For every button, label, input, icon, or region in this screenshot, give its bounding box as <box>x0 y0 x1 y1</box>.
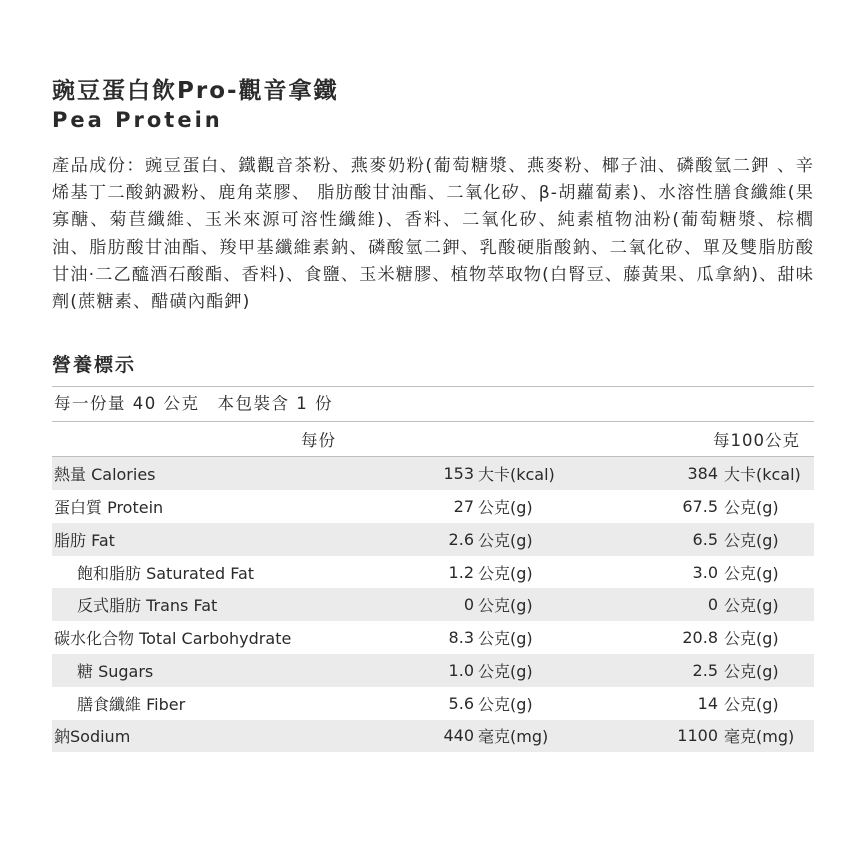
per-100g-value: 6.5 <box>628 523 718 556</box>
per-serving-unit: 公克(g) <box>474 523 628 556</box>
per-serving-value: 27 <box>453 496 474 516</box>
per-100g-unit: 公克(g) <box>724 629 779 649</box>
nutrition-row <box>52 720 814 753</box>
per-serving-value: 2.6 <box>324 523 474 556</box>
per-100g-value: 384 <box>628 457 718 490</box>
nutrient-name: 蛋白質 Protein <box>54 497 164 517</box>
per-serving-unit: 公克(g) <box>478 497 533 517</box>
nutrient-name: 膳食纖維 Fiber <box>77 694 186 714</box>
per-serving-value: 440 <box>324 720 474 753</box>
per-serving-value: 0 <box>324 588 474 621</box>
per-serving-value: 8.3 <box>448 628 474 648</box>
nutrition-row <box>52 457 814 490</box>
nutrition-table <box>52 421 814 752</box>
per-serving-unit: 公克(g) <box>478 629 533 649</box>
nutrition-row <box>52 523 814 556</box>
ingredients-text: 豌豆蛋白、鐵觀音茶粉、燕麥奶粉(葡萄糖漿、燕麥粉、椰子油、磷酸氫二鉀 、辛烯基丁二酸鈉澱粉、鹿角菜膠、 脂肪酸甘油酯、二氧化矽、β-胡蘿蔔素)、水溶性膳食纖維(果寡醣、菊苣纖維、玉米來源可溶性纖維)、香料、二氧化矽、純素植物油粉(葡萄糖漿、棕櫚油、脂肪酸甘油酯、羧甲基纖維素鈉、磷酸氫二鉀、乳酸硬脂酸鈉、二氧化矽、單及雙脂肪酸甘油·二乙醯酒石酸酯、香料)、食鹽、玉米糖膠、植物萃取物(白腎豆、藤黃果、瓜拿納)、甜味劑(蔗糖素、醋磺內酯鉀) <box>52 156 814 313</box>
nutrient-name: 鈉Sodium <box>52 720 324 753</box>
per-100g-unit: 公克(g) <box>718 523 814 556</box>
per-100g-value: 2.5 <box>628 654 718 687</box>
per-100g-value: 3.0 <box>692 562 718 582</box>
per-100g-value: 1100 <box>628 720 718 753</box>
per-100g-value: 14 <box>697 693 718 713</box>
per-100g-unit: 毫克(mg) <box>718 720 814 753</box>
nutrition-row <box>52 687 814 720</box>
nutrient-name: 熱量 Calories <box>52 457 324 490</box>
nutrition-rows <box>52 457 814 753</box>
header-per-serving: 每份 <box>52 422 628 457</box>
per-serving-unit: 大卡(kcal) <box>474 457 628 490</box>
per-serving-unit: 公克(g) <box>474 654 628 687</box>
per-100g-unit: 公克(g) <box>724 497 779 517</box>
header-per-100g: 每100公克 <box>628 422 814 457</box>
nutrient-name: 脂肪 Fat <box>52 523 324 556</box>
per-100g-unit: 大卡(kcal) <box>718 457 814 490</box>
per-serving-value: 5.6 <box>448 693 474 713</box>
per-100g-unit: 公克(g) <box>718 588 814 621</box>
nutrient-name: 碳水化合物 Total Carbohydrate <box>54 629 292 649</box>
per-serving-value: 1.0 <box>324 654 474 687</box>
product-title-en: Pea Protein <box>52 108 223 132</box>
nutrition-row <box>52 654 814 687</box>
per-100g-unit: 公克(g) <box>718 654 814 687</box>
nutrient-name: 糖 Sugars <box>52 654 324 687</box>
per-serving-unit: 公克(g) <box>478 563 533 583</box>
ingredients-label: 產品成份： <box>52 156 145 176</box>
per-serving-value: 153 <box>324 457 474 490</box>
nutrient-name: 飽和脂肪 Saturated Fat <box>77 563 255 583</box>
nutrition-title: 營養標示 <box>52 354 137 377</box>
product-title-zh: 豌豆蛋白飲Pro-觀音拿鐵 <box>52 78 339 104</box>
per-100g-value: 67.5 <box>682 496 718 516</box>
per-serving-unit: 公克(g) <box>478 694 533 714</box>
per-100g-unit: 公克(g) <box>724 563 779 583</box>
per-100g-value: 0 <box>628 588 718 621</box>
product-label <box>52 76 814 752</box>
per-serving-unit: 毫克(mg) <box>474 720 628 753</box>
nutrition-row <box>52 490 814 523</box>
per-serving-value: 1.2 <box>448 562 474 582</box>
per-100g-unit: 公克(g) <box>724 694 779 714</box>
serving-info: 每一份量 40 公克 本包裝含 1 份 <box>54 394 333 414</box>
nutrition-header-row <box>52 422 814 457</box>
nutrition-row <box>52 588 814 621</box>
nutrition-row <box>52 621 814 654</box>
nutrition-row <box>52 556 814 589</box>
ingredients-paragraph <box>52 153 814 316</box>
per-100g-value: 20.8 <box>682 628 718 648</box>
nutrient-name: 反式脂肪 Trans Fat <box>52 588 324 621</box>
per-serving-unit: 公克(g) <box>474 588 628 621</box>
